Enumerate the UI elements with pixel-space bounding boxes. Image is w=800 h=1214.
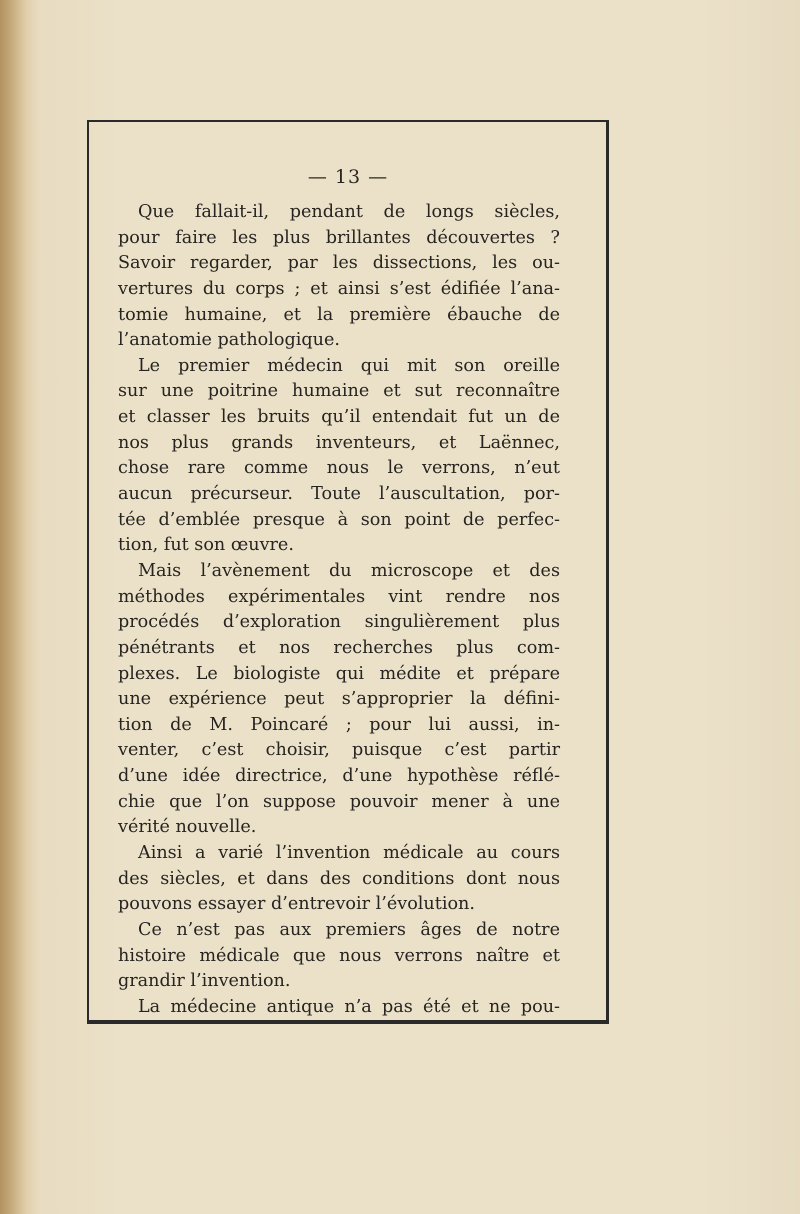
- text-line: grandir l’invention.: [118, 971, 291, 992]
- text-line: nos plus grands inventeurs, et Laënnec,: [118, 432, 560, 453]
- text-line: chie que l’on suppose pouvoir mener à une: [118, 791, 560, 812]
- text-line: tomie humaine, et la première ébauche de: [118, 304, 560, 325]
- text-line: une expérience peut s’approprier la défini-: [118, 689, 560, 710]
- text-line: aucun précurseur. Toute l’auscultation, por-: [118, 484, 560, 505]
- body-text: [118, 200, 560, 1021]
- text-line: procédés d’exploration singulièrement plus: [118, 612, 560, 633]
- text-line: méthodes expérimentales vint rendre nos: [118, 586, 560, 607]
- text-line: tion de M. Poincaré ; pour lui aussi, in-: [118, 714, 560, 735]
- binding-shadow: [0, 0, 26, 1214]
- text-line: et classer les bruits qu’il entendait fut un de: [118, 407, 560, 428]
- text-line: tion, fut son œuvre.: [118, 535, 294, 556]
- text-line: des siècles, et dans des conditions dont nous: [118, 868, 560, 889]
- text-line: La médecine antique n’a pas été et ne pou-: [138, 996, 560, 1017]
- page-number: — 13 —: [307, 166, 389, 188]
- text-line: Mais l’avènement du microscope et des: [138, 560, 560, 581]
- text-line: l’anatomie pathologique.: [118, 330, 340, 351]
- text-line: Le premier médecin qui mit son oreille: [138, 355, 560, 376]
- text-line: vertures du corps ; et ainsi s’est édifiée l’ana-: [118, 278, 560, 299]
- text-line: tée d’emblée presque à son point de perfec-: [118, 509, 560, 530]
- text-line: chose rare comme nous le verrons, n’eut: [118, 458, 560, 479]
- text-line: pouvons essayer d’entrevoir l’évolution.: [118, 894, 475, 915]
- text-line: sur une poitrine humaine et sut reconnaître: [118, 381, 560, 402]
- text-line: d’une idée directrice, d’une hypothèse réflé-: [118, 766, 560, 787]
- text-line: plexes. Le biologiste qui médite et prépare: [118, 663, 560, 684]
- text-line: histoire médicale que nous verrons naître et: [118, 945, 560, 966]
- text-line: Que fallait-il, pendant de longs siècles,: [138, 202, 560, 222]
- text-line: Savoir regarder, par les dissections, les ou-: [118, 253, 560, 274]
- text-line: Ce n’est pas aux premiers âges de notre: [138, 919, 560, 940]
- text-line: Ainsi a varié l’invention médicale au cours: [138, 843, 560, 864]
- text-line: venter, c’est choisir, puisque c’est partir: [118, 740, 560, 761]
- text-line: pénétrants et nos recherches plus com-: [118, 637, 560, 658]
- text-line: vérité nouvelle.: [118, 817, 257, 838]
- text-line: pour faire les plus brillantes découvertes ?: [118, 227, 560, 248]
